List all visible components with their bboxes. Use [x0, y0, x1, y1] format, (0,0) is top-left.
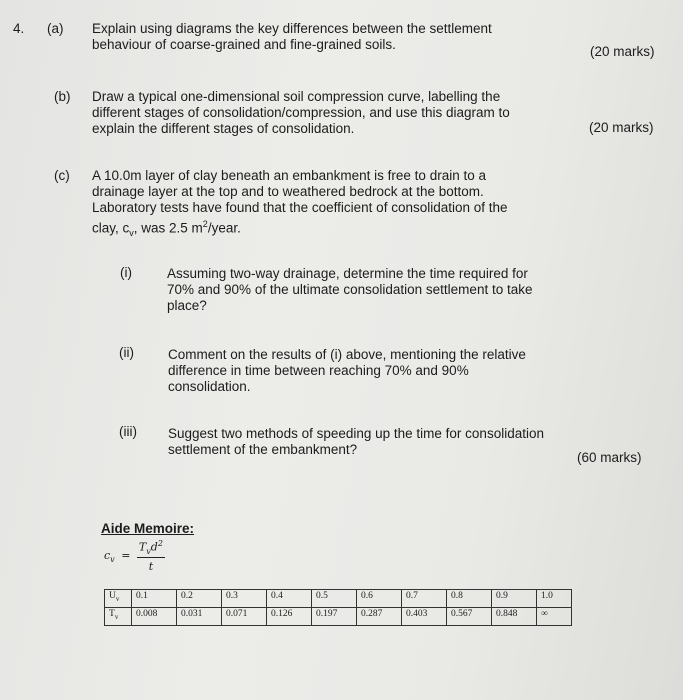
uv-cell: 0.6	[357, 590, 402, 608]
num-t: T	[138, 540, 147, 554]
part-c-line-4	[92, 216, 508, 241]
subpart-i-line-3: place?	[167, 298, 207, 313]
num-d: d	[150, 540, 158, 554]
formula-numerator	[137, 539, 165, 558]
tv-cell: 0.031	[177, 608, 222, 626]
uv-cell: 0.5	[312, 590, 357, 608]
cv-suffix: /year.	[207, 220, 241, 236]
part-a-marks: (20 marks)	[590, 44, 655, 59]
tv-cell: 0.287	[357, 608, 402, 626]
cv-prefix: clay, c	[92, 220, 130, 236]
uv-header-text: U	[109, 591, 116, 601]
part-a-line-1: Explain using diagrams the key differences between the settlement	[92, 21, 492, 36]
uv-cell: 0.3	[222, 590, 267, 608]
part-a-label: (a)	[47, 21, 64, 36]
subpart-i-line-1: Assuming two-way drainage, determine the time required for	[167, 266, 528, 281]
uv-header-sub: v	[115, 594, 120, 603]
uv-header	[105, 590, 132, 608]
uv-cell: 0.2	[177, 590, 222, 608]
subpart-ii-text	[168, 347, 526, 395]
tv-cell: 0.126	[267, 608, 312, 626]
tv-header	[105, 608, 132, 626]
cv-formula	[104, 539, 165, 573]
formula-lhs: c	[104, 548, 111, 562]
subpart-i-text	[167, 266, 532, 314]
formula-denominator: t	[148, 559, 154, 573]
num-d-sup: 2	[157, 539, 163, 548]
subpart-iii-label: (iii)	[119, 424, 137, 439]
part-c-line-3: Laboratory tests have found that the coefficient of consolidation of the	[92, 200, 508, 215]
part-b-label: (b)	[54, 89, 71, 104]
subpart-iii-line-2: settlement of the embankment?	[168, 442, 358, 457]
part-b-line-1: Draw a typical one-dimensional soil compression curve, labelling the	[92, 89, 501, 104]
formula-lhs-sub: v	[110, 555, 115, 565]
part-c-line-1: A 10.0m layer of clay beneath an embankment is free to drain to a	[92, 168, 486, 183]
tv-header-text: T	[109, 609, 115, 619]
part-c-marks: (60 marks)	[577, 450, 642, 465]
tv-cell: 0.008	[132, 608, 177, 626]
uv-cell: 0.9	[492, 590, 537, 608]
tv-cell: 0.403	[402, 608, 447, 626]
cv-mid: , was 2.5 m	[133, 220, 203, 236]
tv-cell: 0.848	[492, 608, 537, 626]
cv-superscript: 2	[202, 219, 208, 229]
cv-subscript: v	[129, 228, 134, 239]
subpart-i-label: (i)	[120, 265, 132, 280]
subpart-ii-line-3: consolidation.	[168, 379, 251, 394]
uv-cell: 0.4	[267, 590, 312, 608]
formula-equals: =	[121, 548, 131, 562]
subpart-ii-line-2: difference in time between reaching 70% and 90%	[168, 363, 469, 378]
tv-header-sub: v	[114, 612, 119, 621]
part-c-line-2: drainage layer at the top and to weathered bedrock at the bottom.	[92, 184, 484, 199]
tv-cell: 0.567	[447, 608, 492, 626]
part-c-text	[92, 168, 508, 241]
part-b-marks: (20 marks)	[589, 120, 654, 135]
part-b-line-2: different stages of consolidation/compression, and use this diagram to	[92, 105, 510, 120]
tv-row	[105, 608, 572, 626]
uv-row	[105, 590, 572, 608]
part-b-line-3: explain the different stages of consolidation.	[92, 121, 355, 136]
uv-cell: 0.1	[132, 590, 177, 608]
tv-table	[104, 589, 572, 626]
part-a-line-2: behaviour of coarse-grained and fine-grained soils.	[92, 37, 396, 52]
formula-fraction	[137, 539, 165, 573]
uv-cell: 0.7	[402, 590, 447, 608]
part-c-label: (c)	[54, 168, 70, 183]
uv-cell: 0.8	[447, 590, 492, 608]
num-t-sub: v	[146, 546, 151, 556]
subpart-i-line-2: 70% and 90% of the ultimate consolidation settlement to take	[167, 282, 533, 297]
part-b-text	[92, 89, 510, 137]
subpart-iii-text	[168, 426, 544, 458]
tv-cell: 0.197	[312, 608, 357, 626]
aide-memoire-title: Aide Memoire:	[101, 521, 195, 536]
subpart-iii-line-1: Suggest two methods of speeding up the time for consolidation	[168, 426, 544, 441]
subpart-ii-line-1: Comment on the results of (i) above, mentioning the relative	[168, 347, 526, 362]
question-number: 4.	[13, 21, 25, 36]
part-a-text	[92, 21, 492, 53]
subpart-ii-label: (ii)	[119, 345, 134, 360]
tv-cell: ∞	[537, 608, 572, 626]
tv-cell: 0.071	[222, 608, 267, 626]
uv-cell: 1.0	[537, 590, 572, 608]
